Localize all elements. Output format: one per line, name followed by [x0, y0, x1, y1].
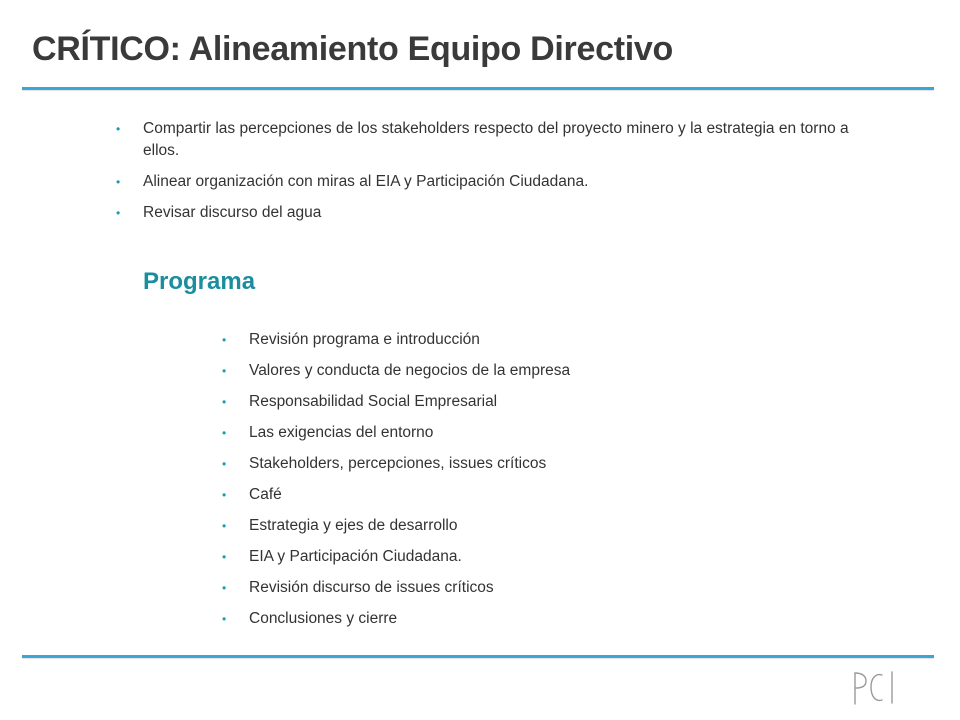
top-divider: [22, 87, 934, 90]
bullet-icon: •: [116, 122, 121, 136]
bullet-icon: •: [222, 612, 227, 626]
objective-item: [116, 171, 863, 193]
program-item-text: Estrategia y ejes de desarrollo: [249, 517, 458, 534]
bullet-icon: •: [116, 206, 121, 220]
program-item-text: Revisión programa e introducción: [249, 331, 480, 348]
objective-text: Alinear organización con miras al EIA y Participación Ciudadana.: [143, 173, 589, 190]
bullet-icon: •: [222, 426, 227, 440]
bullet-icon: •: [222, 488, 227, 502]
bullet-icon: •: [222, 333, 227, 347]
program-item: [222, 577, 849, 608]
program-item: [222, 484, 849, 515]
bottom-divider: [22, 655, 934, 658]
program-item-text: Las exigencias del entorno: [249, 424, 434, 441]
objectives-list: [116, 118, 863, 233]
program-item: [222, 453, 849, 484]
program-item: [222, 329, 849, 360]
program-item: [222, 360, 849, 391]
program-heading: Programa: [143, 268, 256, 295]
bullet-icon: •: [222, 519, 227, 533]
bullet-icon: •: [222, 364, 227, 378]
slide-title: CRÍTICO: Alineamiento Equipo Directivo: [32, 30, 673, 68]
bullet-icon: •: [222, 395, 227, 409]
program-item: [222, 422, 849, 453]
bullet-icon: •: [222, 581, 227, 595]
program-item-text: Café: [249, 486, 282, 503]
program-item-text: Responsabilidad Social Empresarial: [249, 393, 498, 410]
objective-item: [116, 202, 863, 224]
program-item-text: EIA y Participación Ciudadana.: [249, 548, 462, 565]
program-item-text: Conclusiones y cierre: [249, 610, 398, 627]
program-item-text: Valores y conducta de negocios de la empresa: [249, 362, 571, 379]
bullet-icon: •: [222, 550, 227, 564]
program-item: [222, 391, 849, 422]
program-item: [222, 546, 849, 577]
program-item-text: Stakeholders, percepciones, issues críticos: [249, 455, 547, 472]
bullet-icon: •: [116, 175, 121, 189]
bullet-icon: •: [222, 457, 227, 471]
objective-item: [116, 118, 863, 162]
program-list: [222, 329, 849, 639]
program-item: [222, 515, 849, 546]
program-item: [222, 608, 849, 639]
objective-text: Compartir las percepciones de los stakeholders respecto del proyecto minero y la estrategia en torno a ellos.: [143, 120, 849, 159]
program-item-text: Revisión discurso de issues críticos: [249, 579, 494, 596]
pci-logo-icon: [852, 667, 898, 707]
objective-text: Revisar discurso del agua: [143, 204, 322, 221]
